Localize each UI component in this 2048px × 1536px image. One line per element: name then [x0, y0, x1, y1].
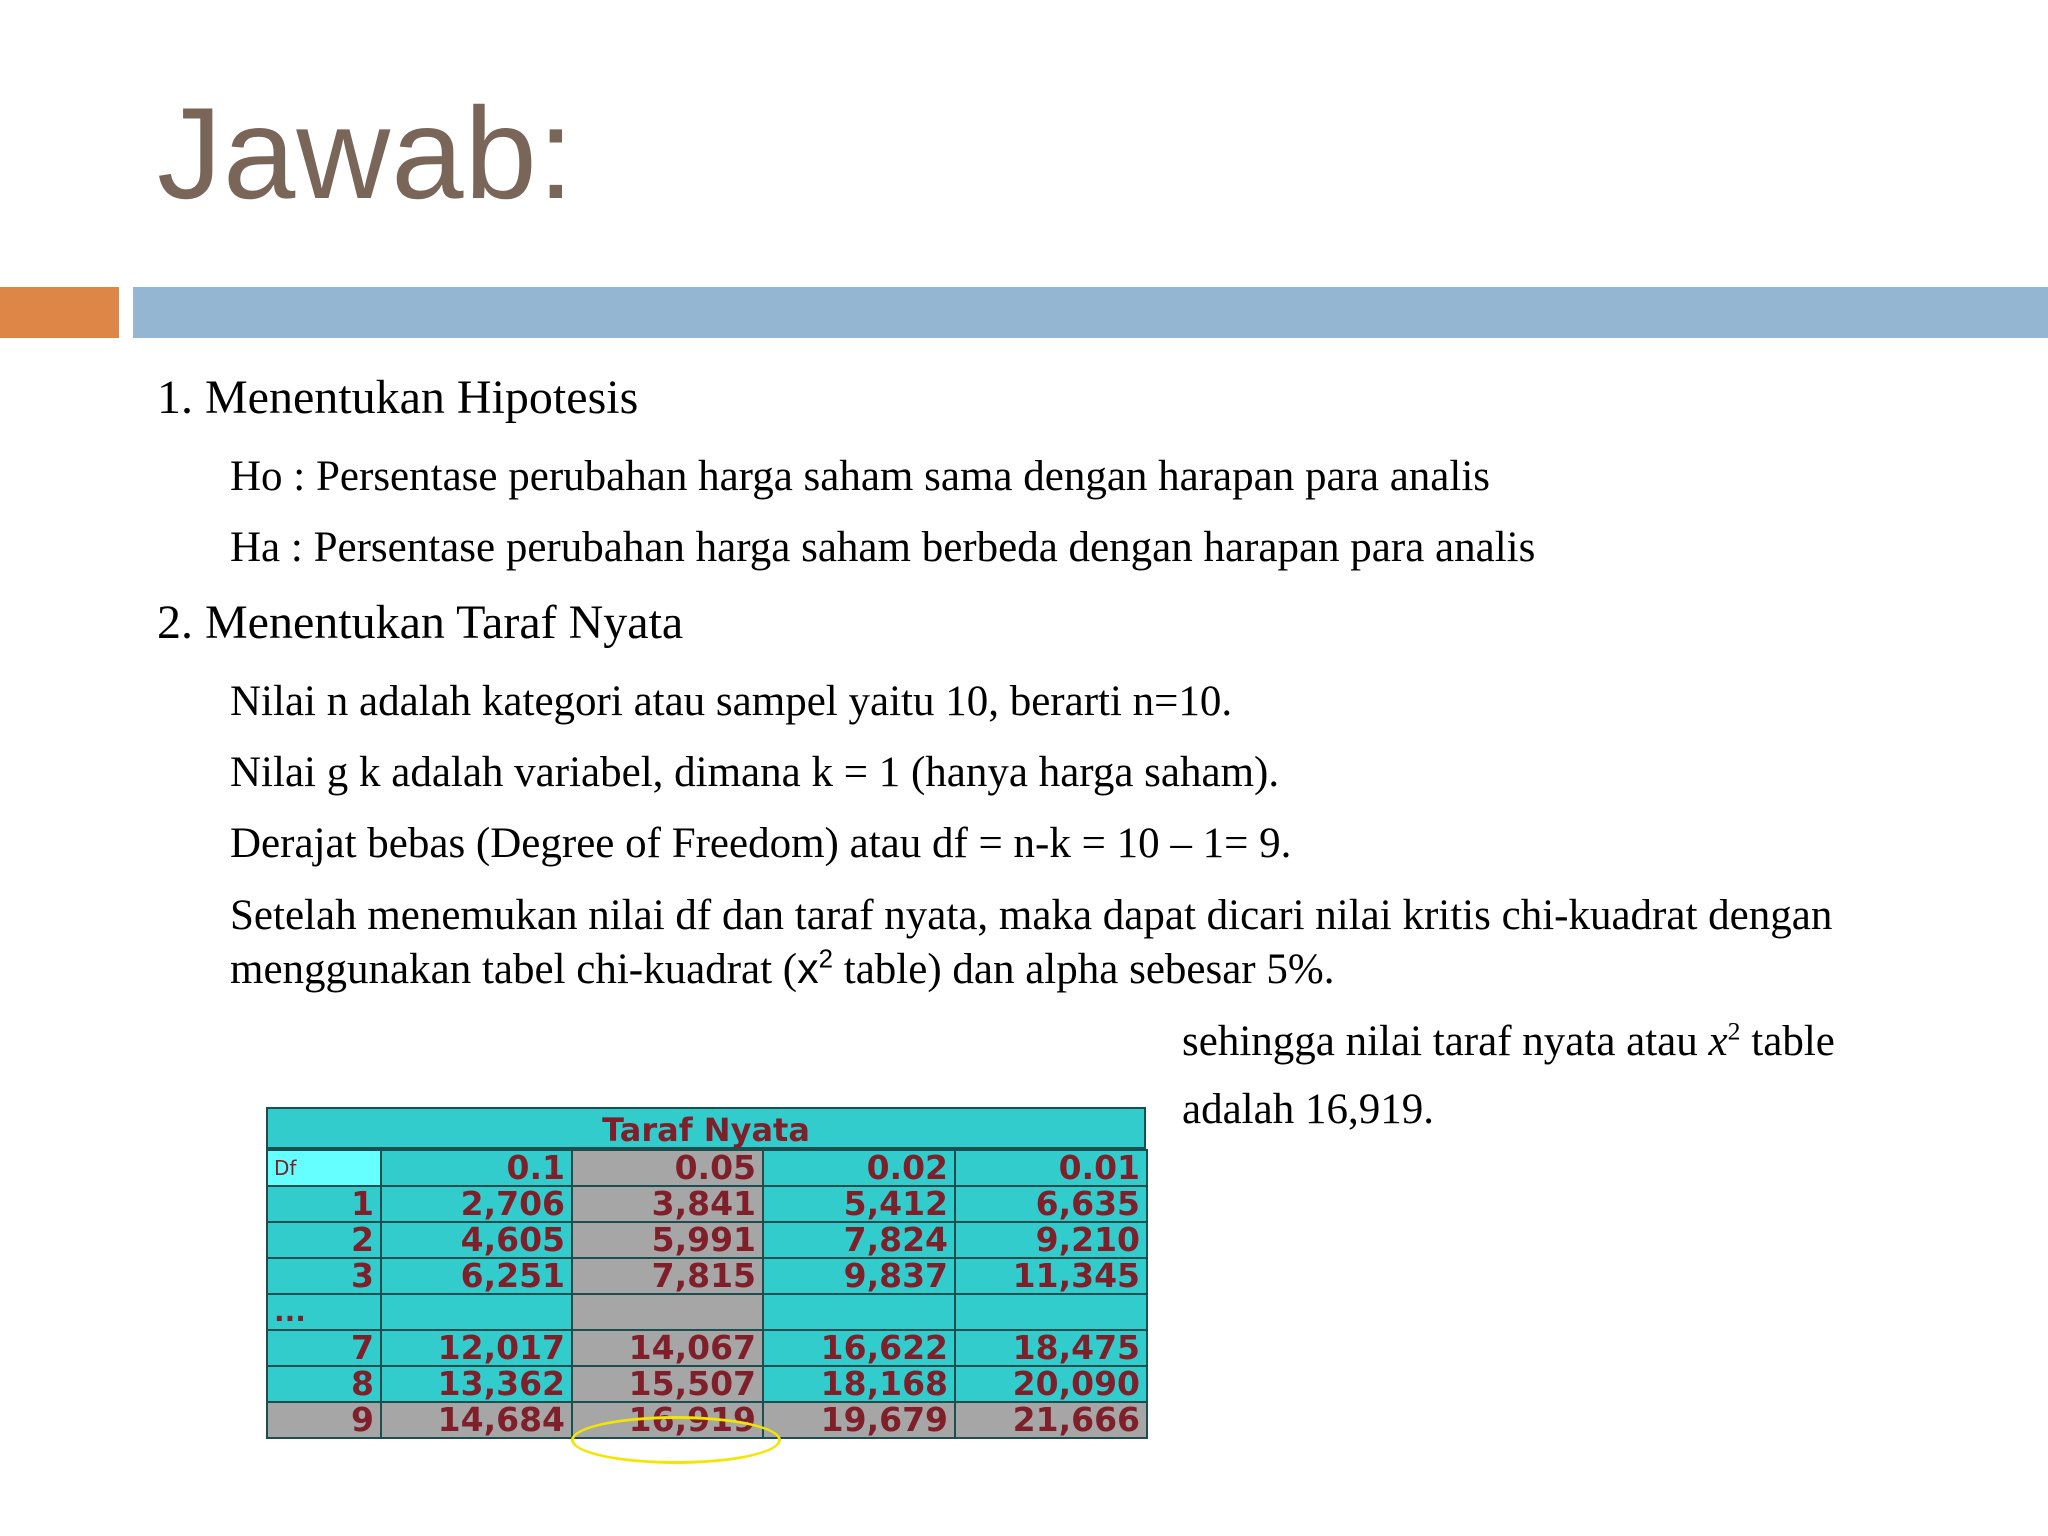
value-cell: 6,635 [955, 1186, 1147, 1222]
value-cell: 2,706 [381, 1186, 572, 1222]
section1-heading: 1. Menentukan Hipotesis [157, 371, 639, 424]
section2-heading: 2. Menentukan Taraf Nyata [157, 596, 684, 649]
df-cell: 7 [267, 1330, 381, 1366]
value-cell: 3,841 [572, 1186, 763, 1222]
value-cell [955, 1294, 1147, 1330]
alpha-header: 0.02 [763, 1150, 955, 1186]
value-cell: 13,362 [381, 1366, 572, 1402]
result-caption-line1: sehingga nilai taraf nyata atau $x^2$ table [1182, 1016, 1835, 1065]
value-cell: 7,824 [763, 1222, 955, 1258]
section2-line-critical-2: menggunakan tabel chi-kuadrat ($x^2$ table) dan alpha sebesar 5%. [230, 945, 1335, 993]
accent-bar-orange [0, 287, 119, 338]
alpha-header: 0.05 [572, 1150, 763, 1186]
alpha-header: 0.01 [955, 1150, 1147, 1186]
table-row [267, 1258, 1147, 1294]
value-cell: 14,067 [572, 1330, 763, 1366]
value-cell: 4,605 [381, 1222, 572, 1258]
alpha-header: 0.1 [381, 1150, 572, 1186]
value-cell: 20,090 [955, 1366, 1147, 1402]
value-cell: 5,412 [763, 1186, 955, 1222]
df-cell: 9 [267, 1402, 381, 1438]
value-cell: 18,168 [763, 1366, 955, 1402]
df-cell: 3 [267, 1258, 381, 1294]
accent-bar-blue [133, 287, 2048, 338]
highlight-circle [571, 1416, 781, 1464]
value-cell: 7,815 [572, 1258, 763, 1294]
value-cell: 6,251 [381, 1258, 572, 1294]
value-cell: 5,991 [572, 1222, 763, 1258]
value-cell [572, 1294, 763, 1330]
df-cell: 1 [267, 1186, 381, 1222]
table-title: Taraf Nyata [266, 1107, 1146, 1149]
value-cell: 9,837 [763, 1258, 955, 1294]
table-row [267, 1222, 1147, 1258]
table-row [267, 1186, 1147, 1222]
value-cell-highlighted: 16,919 [572, 1402, 763, 1438]
df-cell: 2 [267, 1222, 381, 1258]
value-cell: 11,345 [955, 1258, 1147, 1294]
hypothesis-ho: Ho : Persentase perubahan harga saham sama dengan harapan para analis [230, 453, 1491, 500]
value-cell: 9,210 [955, 1222, 1147, 1258]
value-cell: 19,679 [763, 1402, 955, 1438]
section2-line-n: Nilai n adalah kategori atau sampel yaitu 10, berarti n=10. [230, 678, 1233, 725]
value-cell: 16,622 [763, 1330, 955, 1366]
table-row [267, 1330, 1147, 1366]
df-cell: 8 [267, 1366, 381, 1402]
value-cell [763, 1294, 955, 1330]
chi-symbol: x [1708, 1018, 1728, 1065]
slide-title: Jawab: [157, 80, 575, 226]
section2-line-critical-1: Setelah menemukan nilai df dan taraf nyata, maka dapat dicari nilai kritis chi-kuadrat dengan [230, 892, 1833, 939]
value-cell: 14,684 [381, 1402, 572, 1438]
value-cell: 15,507 [572, 1366, 763, 1402]
table-row [267, 1366, 1147, 1402]
chi-square-table [266, 1107, 1146, 1459]
chi-symbol: x [797, 945, 819, 993]
table-header-row [267, 1150, 1147, 1186]
df-cell: ... [267, 1294, 381, 1330]
value-cell [381, 1294, 572, 1330]
section2-line-df: Derajat bebas (Degree of Freedom) atau df = n-k = 10 – 1= 9. [230, 820, 1292, 867]
result-caption-line2: adalah 16,919. [1182, 1086, 1434, 1133]
value-cell: 21,666 [955, 1402, 1147, 1438]
table-grid [266, 1149, 1148, 1439]
value-cell: 18,475 [955, 1330, 1147, 1366]
section2-line-k: Nilai g k adalah variabel, dimana k = 1 (hanya harga saham). [230, 749, 1280, 796]
df-header: Df [267, 1150, 381, 1186]
table-row-ellipsis [267, 1294, 1147, 1330]
hypothesis-ha: Ha : Persentase perubahan harga saham berbeda dengan harapan para analis [230, 524, 1536, 571]
value-cell: 12,017 [381, 1330, 572, 1366]
